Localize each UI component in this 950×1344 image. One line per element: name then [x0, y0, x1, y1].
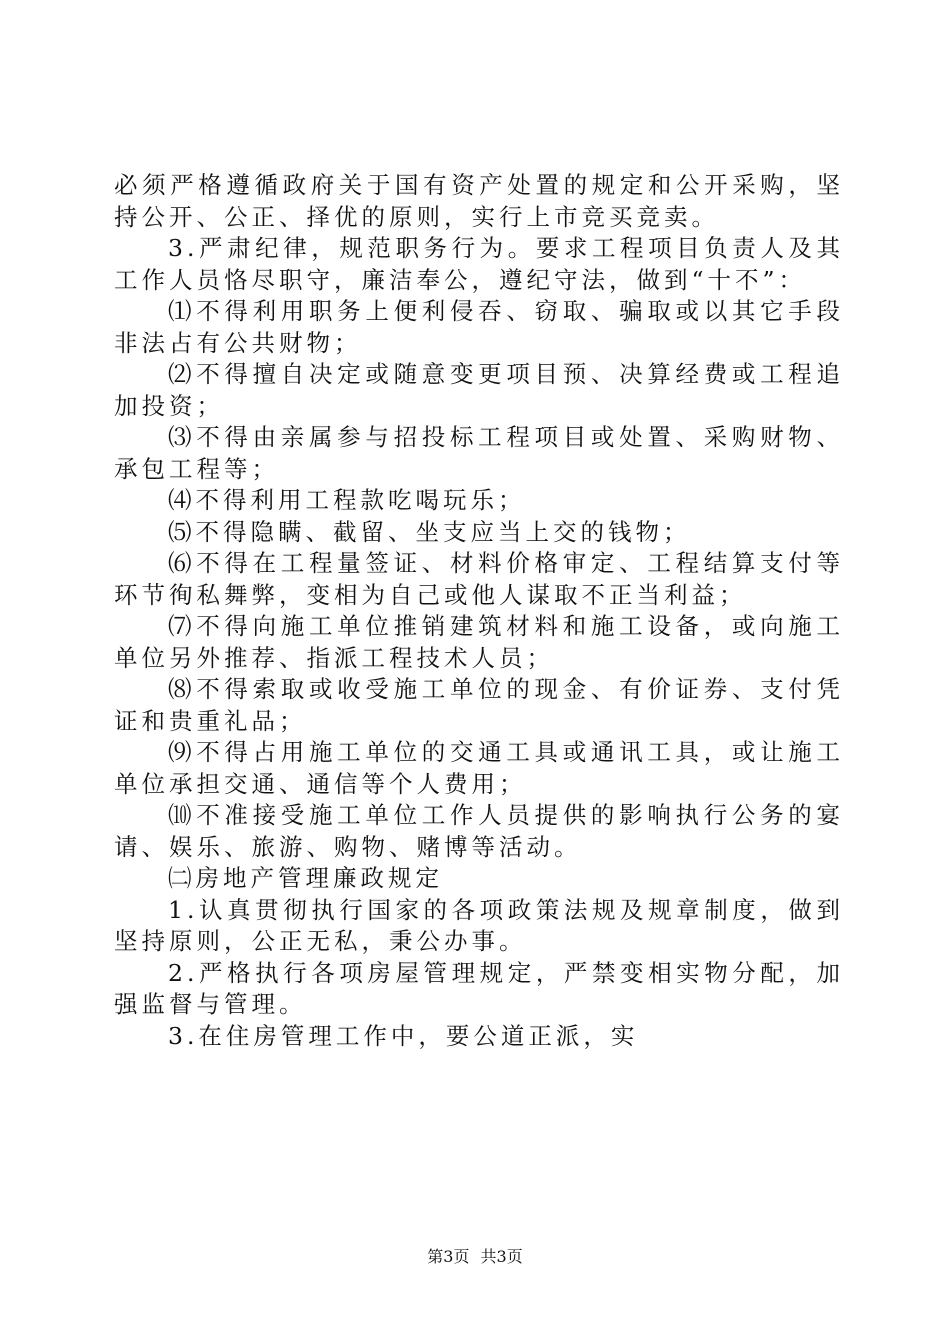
paragraph: 必须严格遵循政府关于国有资产处置的规定和公开采购，坚持公开、公正、择优的原则，实行上市竞买竞卖。 — [114, 171, 844, 231]
list-item: ⑵不得擅自决定或随意变更项目预、决算经费或工程追加投资； — [114, 360, 844, 420]
paragraph: 3.在住房管理工作中，要公道正派，实 — [168, 1021, 639, 1050]
list-item: ⑼不得占用施工单位的交通工具或通讯工具，或让施工单位承担交通、通信等个人费用； — [114, 738, 844, 798]
page-number: 第3页 — [427, 1247, 470, 1266]
paragraph: 1.认真贯彻执行国家的各项政策法规及规章制度，做到坚持原则，公正无私，秉公办事。 — [114, 895, 844, 955]
list-item: ⑷不得利用工程款吃喝玩乐； — [168, 486, 526, 514]
list-item: ⑻不得索取或收受施工单位的现金、有价证券、支付凭证和贵重礼品； — [114, 675, 844, 735]
list-item: ⑺不得向施工单位推销建筑材料和施工设备，或向施工单位另外推荐、指派工程技术人员； — [114, 612, 844, 672]
list-item: ⑽不准接受施工单位工作人员提供的影响执行公务的宴请、娱乐、旅游、购物、赌博等活动。 — [114, 801, 844, 861]
list-item: ⑸不得隐瞒、截留、坐支应当上交的钱物； — [168, 517, 691, 546]
paragraph: 2.严格执行各项房屋管理规定，严禁变相实物分配，加强监督与管理。 — [114, 958, 844, 1018]
list-item: ⑴不得利用职务上便利侵吞、窃取、骗取或以其它手段非法占有公共财物； — [114, 297, 844, 357]
page-footer — [0, 1244, 950, 1267]
paragraph: 3.严肃纪律，规范职务行为。要求工程项目负责人及其工作人员恪尽职守，廉洁奉公，遵纪守法，做到“十不”： — [114, 234, 844, 294]
document-body — [114, 170, 844, 1052]
list-item: ⑶不得由亲属参与招投标工程项目或处置、采购财物、承包工程等； — [114, 423, 844, 483]
list-item: ⑹不得在工程量签证、材料价格审定、工程结算支付等环节徇私舞弊，变相为自己或他人谋取不正当利益； — [114, 549, 844, 609]
section-heading: ㈡房地产管理廉政规定 — [168, 864, 443, 892]
page-total: 共3页 — [480, 1247, 523, 1266]
